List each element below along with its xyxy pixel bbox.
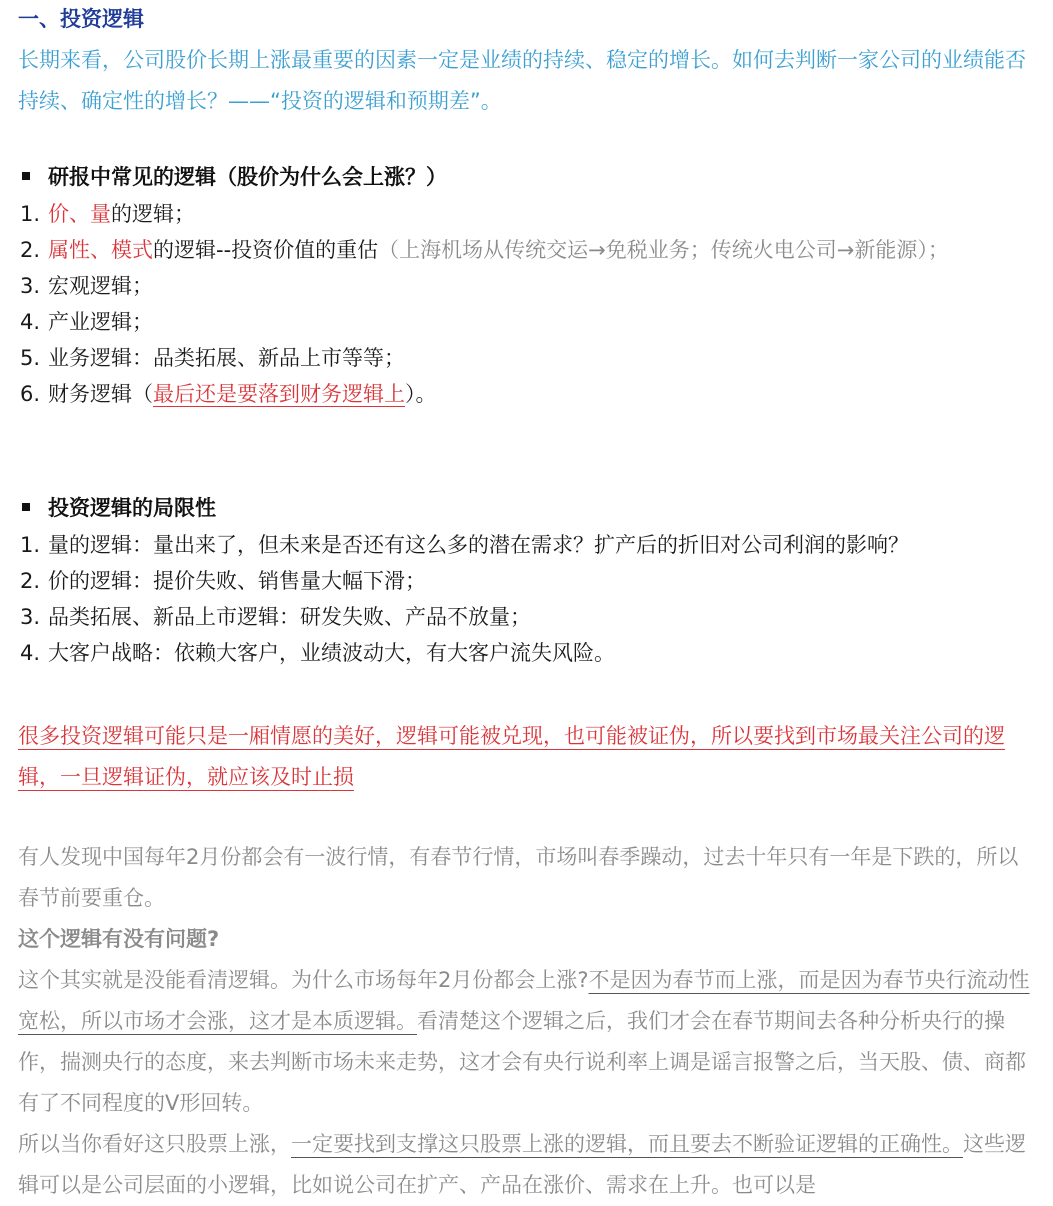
list-item-number: 3. (20, 274, 41, 298)
example-p2-rest: 看清楚这个逻辑之后，我们才会在春节期间去各种分析央行的操作，揣测央行的态度，来去判断市场未来走势，这才会有央行说利率上调是谣言报警之后，当天股、债、商都有了不同程度的V形回转。 (18, 1009, 1026, 1115)
list-item (18, 635, 1036, 671)
list-item-text: 产业逻辑； (48, 310, 153, 334)
list-item (18, 268, 1036, 304)
list-item-number: 2. (20, 569, 41, 593)
list-item-text: 的逻辑； (111, 202, 195, 226)
list-item (18, 340, 1036, 376)
section2-list (18, 527, 1036, 671)
list-item-text: 量的逻辑：量出来了，但未来是否还有这么多的潜在需求？扩产后的折旧对公司利润的影响？ (48, 533, 909, 557)
list-item-text: 品类拓展、新品上市逻辑：研发失败、产品不放量； (48, 605, 531, 629)
list-item-number: 5. (20, 346, 41, 370)
example-p2-lead: 这个其实就是没能看清逻辑。为什么市场每年2月份都会上涨? (18, 968, 589, 992)
list-item (18, 563, 1036, 599)
section1-heading (22, 160, 447, 194)
example-p3-lead: 所以当你看好这只股票上涨， (18, 1132, 291, 1156)
list-item-number: 3. (20, 605, 41, 629)
example-paragraph-2 (18, 960, 1036, 1124)
example-p3-underlined: 一定要找到支撑这只股票上涨的逻辑，而且要去不断验证逻辑的正确性。 (291, 1132, 963, 1156)
list-item-number: 2. (20, 238, 41, 262)
intro-paragraph: 长期来看，公司股价长期上涨最重要的因素一定是业绩的持续、稳定的增长。如何去判断一家公司的业绩能否持续、确定性的增长？——“投资的逻辑和预期差”。 (18, 48, 1026, 113)
list-item-number: 4. (20, 641, 41, 665)
square-bullet-icon (22, 172, 30, 180)
square-bullet-icon (22, 503, 30, 511)
list-item-number: 4. (20, 310, 41, 334)
list-item-number: 6. (20, 382, 41, 406)
section1-heading-text: 研报中常见的逻辑（股价为什么会上涨？） (48, 165, 447, 189)
example-note: （上海机场从传统交运→免税业务；传统火电公司→新能源）； (378, 238, 949, 262)
list-item-number: 1. (20, 202, 41, 226)
highlight-text: 属性、模式 (48, 238, 153, 262)
list-item-text: 价的逻辑：提价失败、销售量大幅下滑； (48, 569, 426, 593)
list-item (18, 304, 1036, 340)
example-p2-underlined: 不是因为春节而上涨，而是因为春节央行流动性宽松，所以市场才会涨，这才是本质逻辑。 (18, 968, 1030, 1033)
list-item-text: 财务逻辑（ (48, 382, 153, 406)
list-item-tail: ）。 (405, 382, 437, 406)
list-item (18, 376, 1036, 412)
list-item-text: 宏观逻辑； (48, 274, 153, 298)
list-item (18, 196, 1036, 232)
example-question: 这个逻辑有没有问题? (18, 927, 220, 951)
list-item-number: 1. (20, 533, 41, 557)
section2-heading (22, 491, 216, 525)
conclusion-text: 很多投资逻辑可能只是一厢情愿的美好，逻辑可能被兑现，也可能被证伪，所以要找到市场最关注公司的逻辑，一旦逻辑证伪，就应该及时止损 (18, 724, 1005, 789)
list-item-text: 大客户战略：依赖大客户，业绩波动大，有大客户流失风险。 (48, 641, 615, 665)
list-item-text: 业务逻辑：品类拓展、新品上市等等； (48, 346, 405, 370)
section2-heading-text: 投资逻辑的局限性 (48, 496, 216, 520)
example-paragraph-3 (18, 1124, 1036, 1206)
section1-list (18, 196, 1036, 412)
highlight-text: 价、量 (48, 202, 111, 226)
section-title: 一、投资逻辑 (18, 7, 144, 31)
example-p3-rest: 这些逻辑可以是公司层面的小逻辑，比如说公司在扩产、产品在涨价、需求在上升。也可以是 (18, 1132, 1026, 1197)
example-paragraph-1: 有人发现中国每年2月份都会有一波行情，有春节行情，市场叫春季躁动，过去十年只有一年是下跌的，所以春节前要重仓。 (18, 845, 1019, 910)
list-item (18, 599, 1036, 635)
list-item (18, 527, 1036, 563)
list-item-text: 的逻辑--投资价值的重估 (153, 238, 379, 262)
list-item (18, 232, 1036, 268)
underlined-emphasis: 最后还是要落到财务逻辑上 (153, 382, 405, 406)
conclusion-paragraph (18, 716, 1036, 798)
